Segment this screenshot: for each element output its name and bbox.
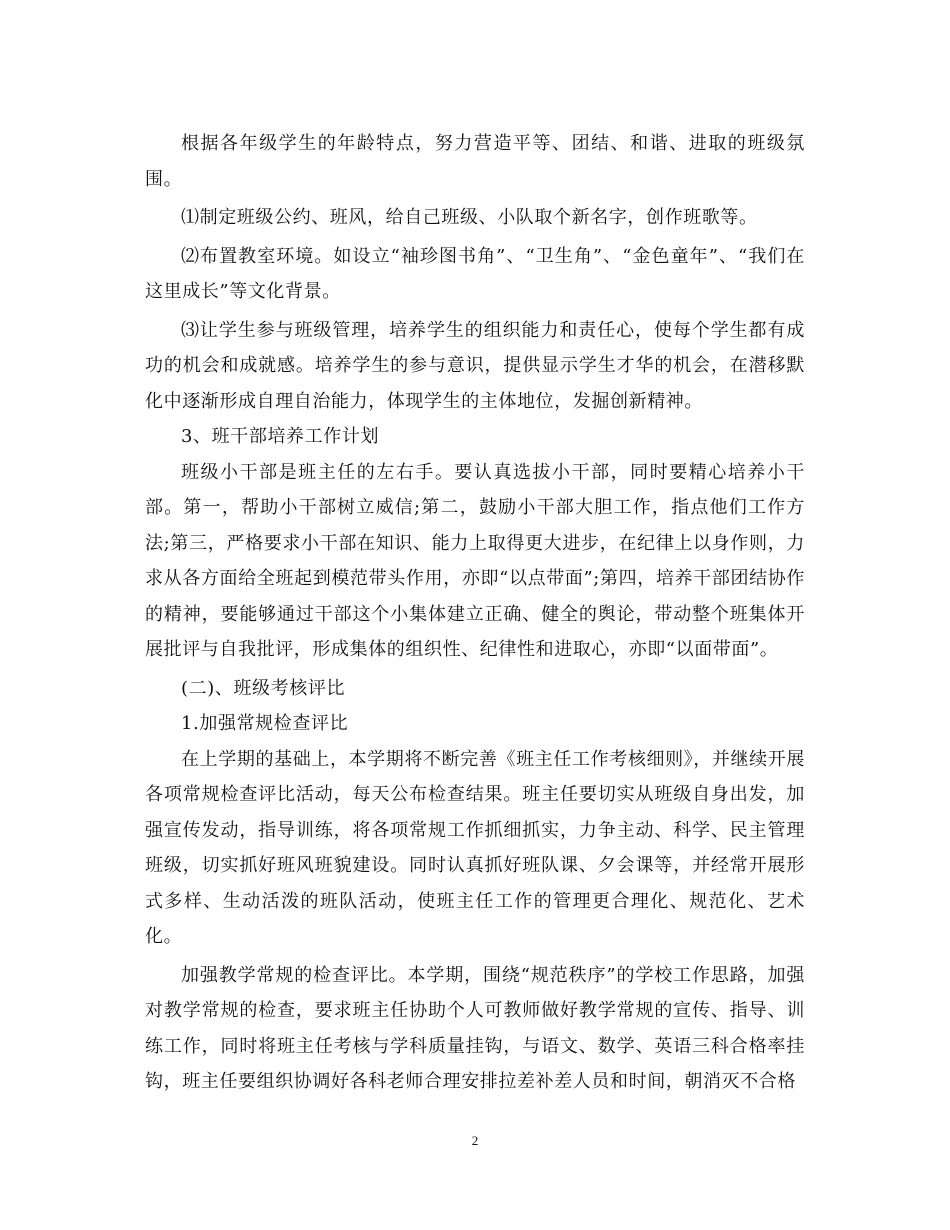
paragraph-class-convention: ⑴制定班级公约、班风，给自己班级、小队取个新名字，创作班歌等。 <box>181 207 758 228</box>
paragraph-class-atmosphere: 根据各年级学生的年龄特点，努力营造平等、团结、和谐、进取的班级氛围。 <box>145 133 805 190</box>
paragraph-teaching-inspection: 加强教学常规的检查评比。本学期，围绕“规范秩序”的学校工作思路，加强对教学常规的检查，要求班主任协助个人可教师做好教学常规的宣传、指导、训练工作，同时将班主任考核与学科质量挂钩，与语文、数学、英语三科合格率挂钩，班主任要组织协调好各科老师合理安排拉差补差人员和时间，朝消灭不合格 <box>145 964 805 1092</box>
page-number: 2 <box>471 1133 479 1148</box>
paragraph-classroom-environment: ⑵布置教室环境。如设立“袖珍图书角”、“卫生角”、“金色童年”、“我们在这里成长”等文化背景。 <box>145 245 805 302</box>
paragraph-routine-inspection: 在上学期的基础上，本学期将不断完善《班主任工作考核细则》，并继续开展各项常规检查评比活动，每天公布检查结果。班主任要切实从班级自身出发，加强宣传发动，指导训练，将各项常规工作抓细抓实，力争主动、科学、民主管理班级，切实抓好班风班貌建设。同时认真抓好班队课、夕会课等，并经常开展形式多样、生动活泼的班队活动，使班主任工作的管理更合理化、规范化、艺术化。 <box>145 748 805 947</box>
document-body <box>145 126 805 1100</box>
paragraph-student-participation: ⑶让学生参与班级管理，培养学生的组织能力和责任心，使每个学生都有成功的机会和成就感。培养学生的参与意识，提供显示学生才华的机会，在潜移默化中逐渐形成自理自治能力，体现学生的主体地位，发掘创新精神。 <box>145 319 805 412</box>
section-heading-class-assessment: (二)、班级考核评比 <box>181 677 346 699</box>
section-heading-cadre-plan: 3、班干部培养工作计划 <box>181 426 380 447</box>
paragraph-cadre-training: 班级小干部是班主任的左右手。要认真选拔小干部，同时要精心培养小干部。第一，帮助小干部树立威信;第二，鼓励小干部大胆工作，指点他们工作方法;第三，严格要求小干部在知识、能力上取得更大进步，在纪律上以身作则，力求从各方面给全班起到模范带头作用，亦即“以点带面”;第四，培养干部团结协作的精神，要能够通过干部这个小集体建立正确、健全的舆论，带动整个班集体开展批评与自我批评，形成集体的组织性、纪律性和进取心，亦即“以面带面”。 <box>145 461 805 660</box>
subheading-routine-inspection: 1.加强常规检查评比 <box>181 713 349 734</box>
